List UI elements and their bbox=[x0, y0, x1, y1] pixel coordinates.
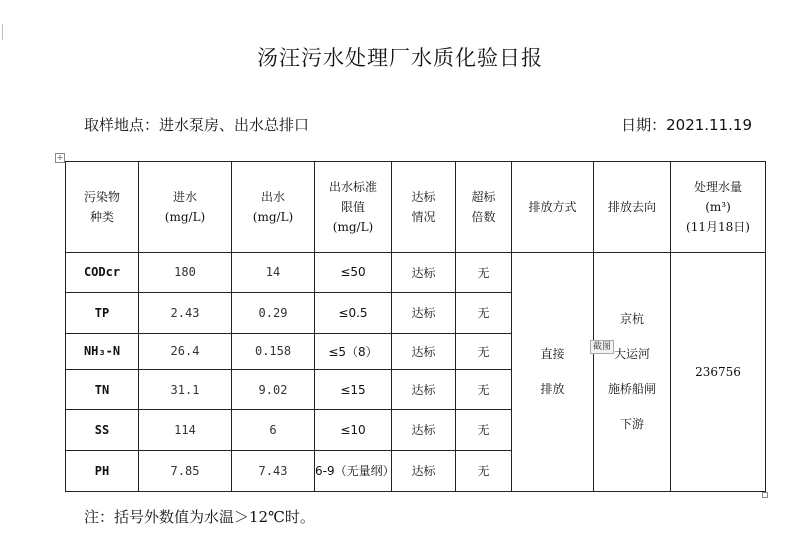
pollutant-cell: PH bbox=[66, 450, 139, 491]
screenshot-tooltip[interactable]: 截图 bbox=[590, 340, 614, 354]
header-compliance-line1: 达标 bbox=[411, 189, 436, 204]
pollutant-cell: SS bbox=[66, 410, 139, 450]
inflow-cell: 114 bbox=[139, 410, 232, 450]
header-pollutant bbox=[66, 162, 139, 253]
outflow-cell: 14 bbox=[232, 252, 315, 292]
discharge-direction-line1: 京杭 bbox=[619, 311, 644, 326]
header-discharge-method: 排放方式 bbox=[512, 162, 594, 253]
inflow-cell: 180 bbox=[139, 252, 232, 292]
pollutant-cell: TP bbox=[66, 293, 139, 333]
discharge-direction-line4: 下游 bbox=[619, 416, 644, 431]
discharge-method-line2: 排放 bbox=[540, 381, 565, 396]
header-inflow bbox=[139, 162, 232, 253]
discharge-method-cell bbox=[512, 252, 594, 491]
outflow-cell: 7.43 bbox=[232, 450, 315, 491]
water-quality-table bbox=[65, 161, 766, 492]
header-inflow-line2: (mg/L) bbox=[164, 209, 206, 224]
pollutant-cell: TN bbox=[66, 369, 139, 409]
limit-cell: ≤15 bbox=[315, 369, 392, 409]
header-limit bbox=[315, 162, 392, 253]
limit-cell: 6-9（无量纲） bbox=[315, 450, 392, 491]
outflow-cell: 0.158 bbox=[232, 333, 315, 369]
table-move-handle-icon[interactable]: + bbox=[56, 153, 64, 162]
discharge-direction-line2: 大运河 bbox=[613, 346, 650, 361]
header-limit-line2: 限值 bbox=[340, 199, 365, 214]
report-date: 日期：2021.11.19 bbox=[621, 116, 752, 134]
compliance-cell: 达标 bbox=[392, 369, 456, 409]
exceed-cell: 无 bbox=[456, 252, 512, 292]
exceed-cell: 无 bbox=[456, 293, 512, 333]
compliance-cell: 达标 bbox=[392, 293, 456, 333]
exceed-cell: 无 bbox=[456, 369, 512, 409]
footnote: 注：括号外数值为水温＞12℃时。 bbox=[84, 508, 315, 526]
compliance-cell: 达标 bbox=[392, 410, 456, 450]
page-corner-mark bbox=[2, 24, 3, 40]
outflow-cell: 0.29 bbox=[232, 293, 315, 333]
inflow-cell: 7.85 bbox=[139, 450, 232, 491]
exceed-cell: 无 bbox=[456, 333, 512, 369]
compliance-cell: 达标 bbox=[392, 333, 456, 369]
header-discharge-direction: 排放去向 bbox=[594, 162, 671, 253]
table-resize-handle[interactable] bbox=[762, 492, 768, 498]
pollutant-cell: CODcr bbox=[66, 252, 139, 292]
inflow-cell: 26.4 bbox=[139, 333, 232, 369]
report-title: 汤汪污水处理厂水质化验日报 bbox=[257, 46, 543, 70]
header-volume-line2: (m³) bbox=[705, 199, 731, 214]
compliance-cell: 达标 bbox=[392, 252, 456, 292]
header-volume-line3: (11月18日) bbox=[686, 219, 750, 234]
header-treated-volume bbox=[671, 162, 766, 253]
header-limit-line1: 出水标准 bbox=[328, 179, 377, 194]
header-compliance-line2: 情况 bbox=[411, 209, 436, 224]
discharge-method-line1: 直接 bbox=[540, 346, 565, 361]
header-limit-line3: (mg/L) bbox=[332, 219, 374, 234]
header-pollutant-line2: 种类 bbox=[89, 209, 114, 224]
exceed-cell: 无 bbox=[456, 450, 512, 491]
compliance-cell: 达标 bbox=[392, 450, 456, 491]
outflow-cell: 6 bbox=[232, 410, 315, 450]
header-exceed-line1: 超标 bbox=[471, 189, 496, 204]
inflow-cell: 31.1 bbox=[139, 369, 232, 409]
header-outflow-line1: 出水 bbox=[260, 189, 285, 204]
header-compliance bbox=[392, 162, 456, 253]
limit-cell: ≤10 bbox=[315, 410, 392, 450]
inflow-cell: 2.43 bbox=[139, 293, 232, 333]
discharge-direction-line3: 施桥船闸 bbox=[607, 381, 656, 396]
header-pollutant-line1: 污染物 bbox=[83, 189, 120, 204]
limit-cell: ≤50 bbox=[315, 252, 392, 292]
header-outflow bbox=[232, 162, 315, 253]
sampling-location: 取样地点：进水泵房、出水总排口 bbox=[84, 116, 310, 134]
header-inflow-line1: 进水 bbox=[172, 189, 197, 204]
pollutant-cell: NH₃-N bbox=[66, 333, 139, 369]
header-exceed-line2: 倍数 bbox=[471, 209, 496, 224]
table-header-row bbox=[66, 162, 766, 253]
table-row bbox=[66, 252, 766, 292]
limit-cell: ≤5（8） bbox=[315, 333, 392, 369]
limit-cell: ≤0.5 bbox=[315, 293, 392, 333]
header-exceed bbox=[456, 162, 512, 253]
header-volume-line1: 处理水量 bbox=[693, 179, 742, 194]
discharge-direction-cell bbox=[594, 252, 671, 491]
header-outflow-line2: (mg/L) bbox=[252, 209, 294, 224]
outflow-cell: 9.02 bbox=[232, 369, 315, 409]
exceed-cell: 无 bbox=[456, 410, 512, 450]
treated-volume-value: 236756 bbox=[671, 252, 766, 491]
